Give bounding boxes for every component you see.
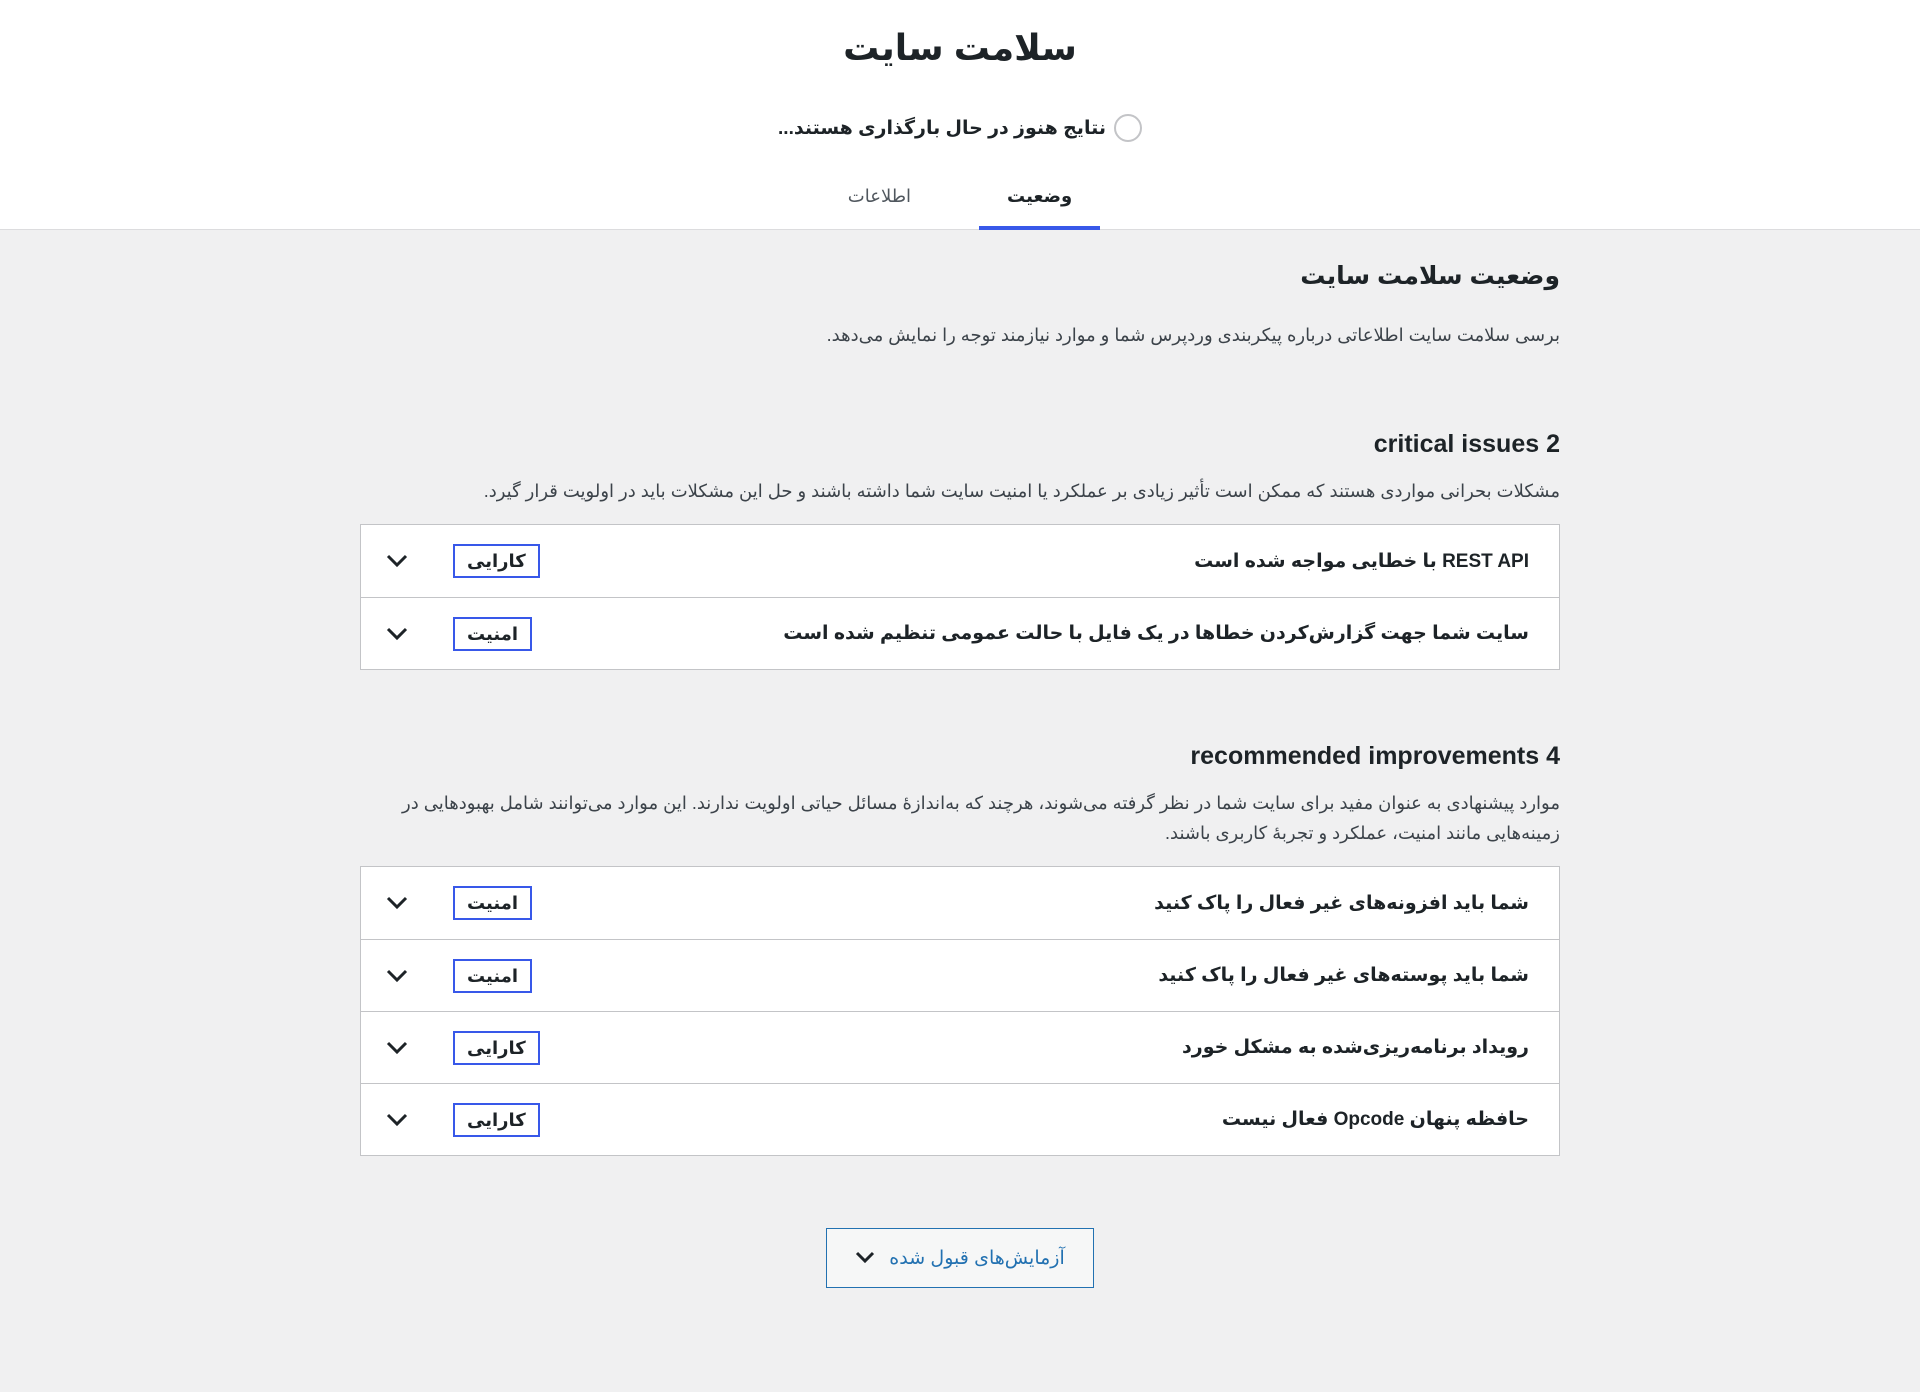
tab-status[interactable]: وضعیت xyxy=(979,166,1100,230)
main-content xyxy=(360,230,1560,1288)
issue-badge: کارایی xyxy=(453,544,540,578)
tab-nav xyxy=(0,166,1920,230)
page-header xyxy=(0,0,1920,230)
chevron-down-icon[interactable] xyxy=(385,549,409,573)
passed-tests-button[interactable] xyxy=(826,1228,1093,1288)
progress-circle-icon xyxy=(1114,114,1142,142)
recommended-issues-list xyxy=(360,866,1560,1156)
issue-title: سایت شما جهت گزارش‌کردن خطاها در یک فایل با حالت عمومی تنظیم شده است xyxy=(783,623,1529,644)
issue-row[interactable] xyxy=(361,939,1559,1011)
issue-title: شما باید پوسته‌های غیر فعال را پاک کنید xyxy=(1158,965,1529,986)
issue-badge: امنیت xyxy=(453,617,532,651)
chevron-down-icon xyxy=(855,1247,875,1269)
issue-badge: کارایی xyxy=(453,1031,540,1065)
chevron-down-icon[interactable] xyxy=(385,1108,409,1132)
issue-row[interactable] xyxy=(361,525,1559,597)
critical-issues-section xyxy=(360,426,1560,670)
chevron-down-icon[interactable] xyxy=(385,622,409,646)
intro-title: وضعیت سلامت سایت xyxy=(1300,262,1560,290)
chevron-down-icon[interactable] xyxy=(385,964,409,988)
issue-badge: امنیت xyxy=(453,959,532,993)
progress-status xyxy=(0,112,1920,144)
critical-issues-title: 2 critical issues xyxy=(1373,430,1560,458)
issue-title: حافظه پنهان Opcode فعال نیست xyxy=(1221,1109,1529,1130)
issue-title: شما باید افزونه‌های غیر فعال را پاک کنید xyxy=(1154,892,1529,914)
issue-row[interactable] xyxy=(361,1011,1559,1083)
recommended-improvements-description: موارد پیشنهادی به عنوان مفید برای سایت شما در نظر گرفته می‌شوند، هرچند که به‌اندازهٔ مسائل حیاتی اولویت ندارند. این موارد می‌توانند شامل بهبودهایی در زمینه‌هایی مانند امنیت، عملکرد و تجربهٔ کاربری باشند. xyxy=(402,793,1560,843)
issue-title: رویداد برنامه‌ریزی‌شده به مشکل خورد xyxy=(1182,1037,1529,1058)
issue-badge: کارایی xyxy=(453,1103,540,1137)
issue-badge: امنیت xyxy=(453,886,532,920)
chevron-down-icon[interactable] xyxy=(385,1036,409,1060)
critical-issues-list xyxy=(360,524,1560,670)
recommended-improvements-section xyxy=(360,738,1560,1156)
chevron-down-icon[interactable] xyxy=(385,891,409,915)
passed-tests-wrap xyxy=(360,1228,1560,1288)
issue-row[interactable] xyxy=(361,1083,1559,1155)
progress-text: نتایج هنوز در حال بارگذاری هستند... xyxy=(778,117,1106,139)
passed-tests-label: آزمایش‌های قبول شده xyxy=(889,1247,1065,1269)
issue-title: REST API با خطایی مواجه شده است xyxy=(1194,550,1529,572)
recommended-improvements-title: 4 recommended improvements xyxy=(1190,742,1560,770)
tab-info[interactable]: اطلاعات xyxy=(847,185,912,206)
issue-row[interactable] xyxy=(361,867,1559,939)
critical-issues-description: مشکلات بحرانی مواردی هستند که ممکن است تأثیر زیادی بر عملکرد یا امنیت سایت شما داشته باشند و حل این مشکلات باید در اولویت قرار گیرد. xyxy=(483,481,1560,501)
page-title: سلامت سایت xyxy=(843,27,1077,68)
intro-description: برسی سلامت سایت اطلاعاتی درباره پیکربندی وردپرس شما و موارد نیازمند توجه را نمایش می‌دهد. xyxy=(826,325,1560,345)
issue-row[interactable] xyxy=(361,597,1559,669)
